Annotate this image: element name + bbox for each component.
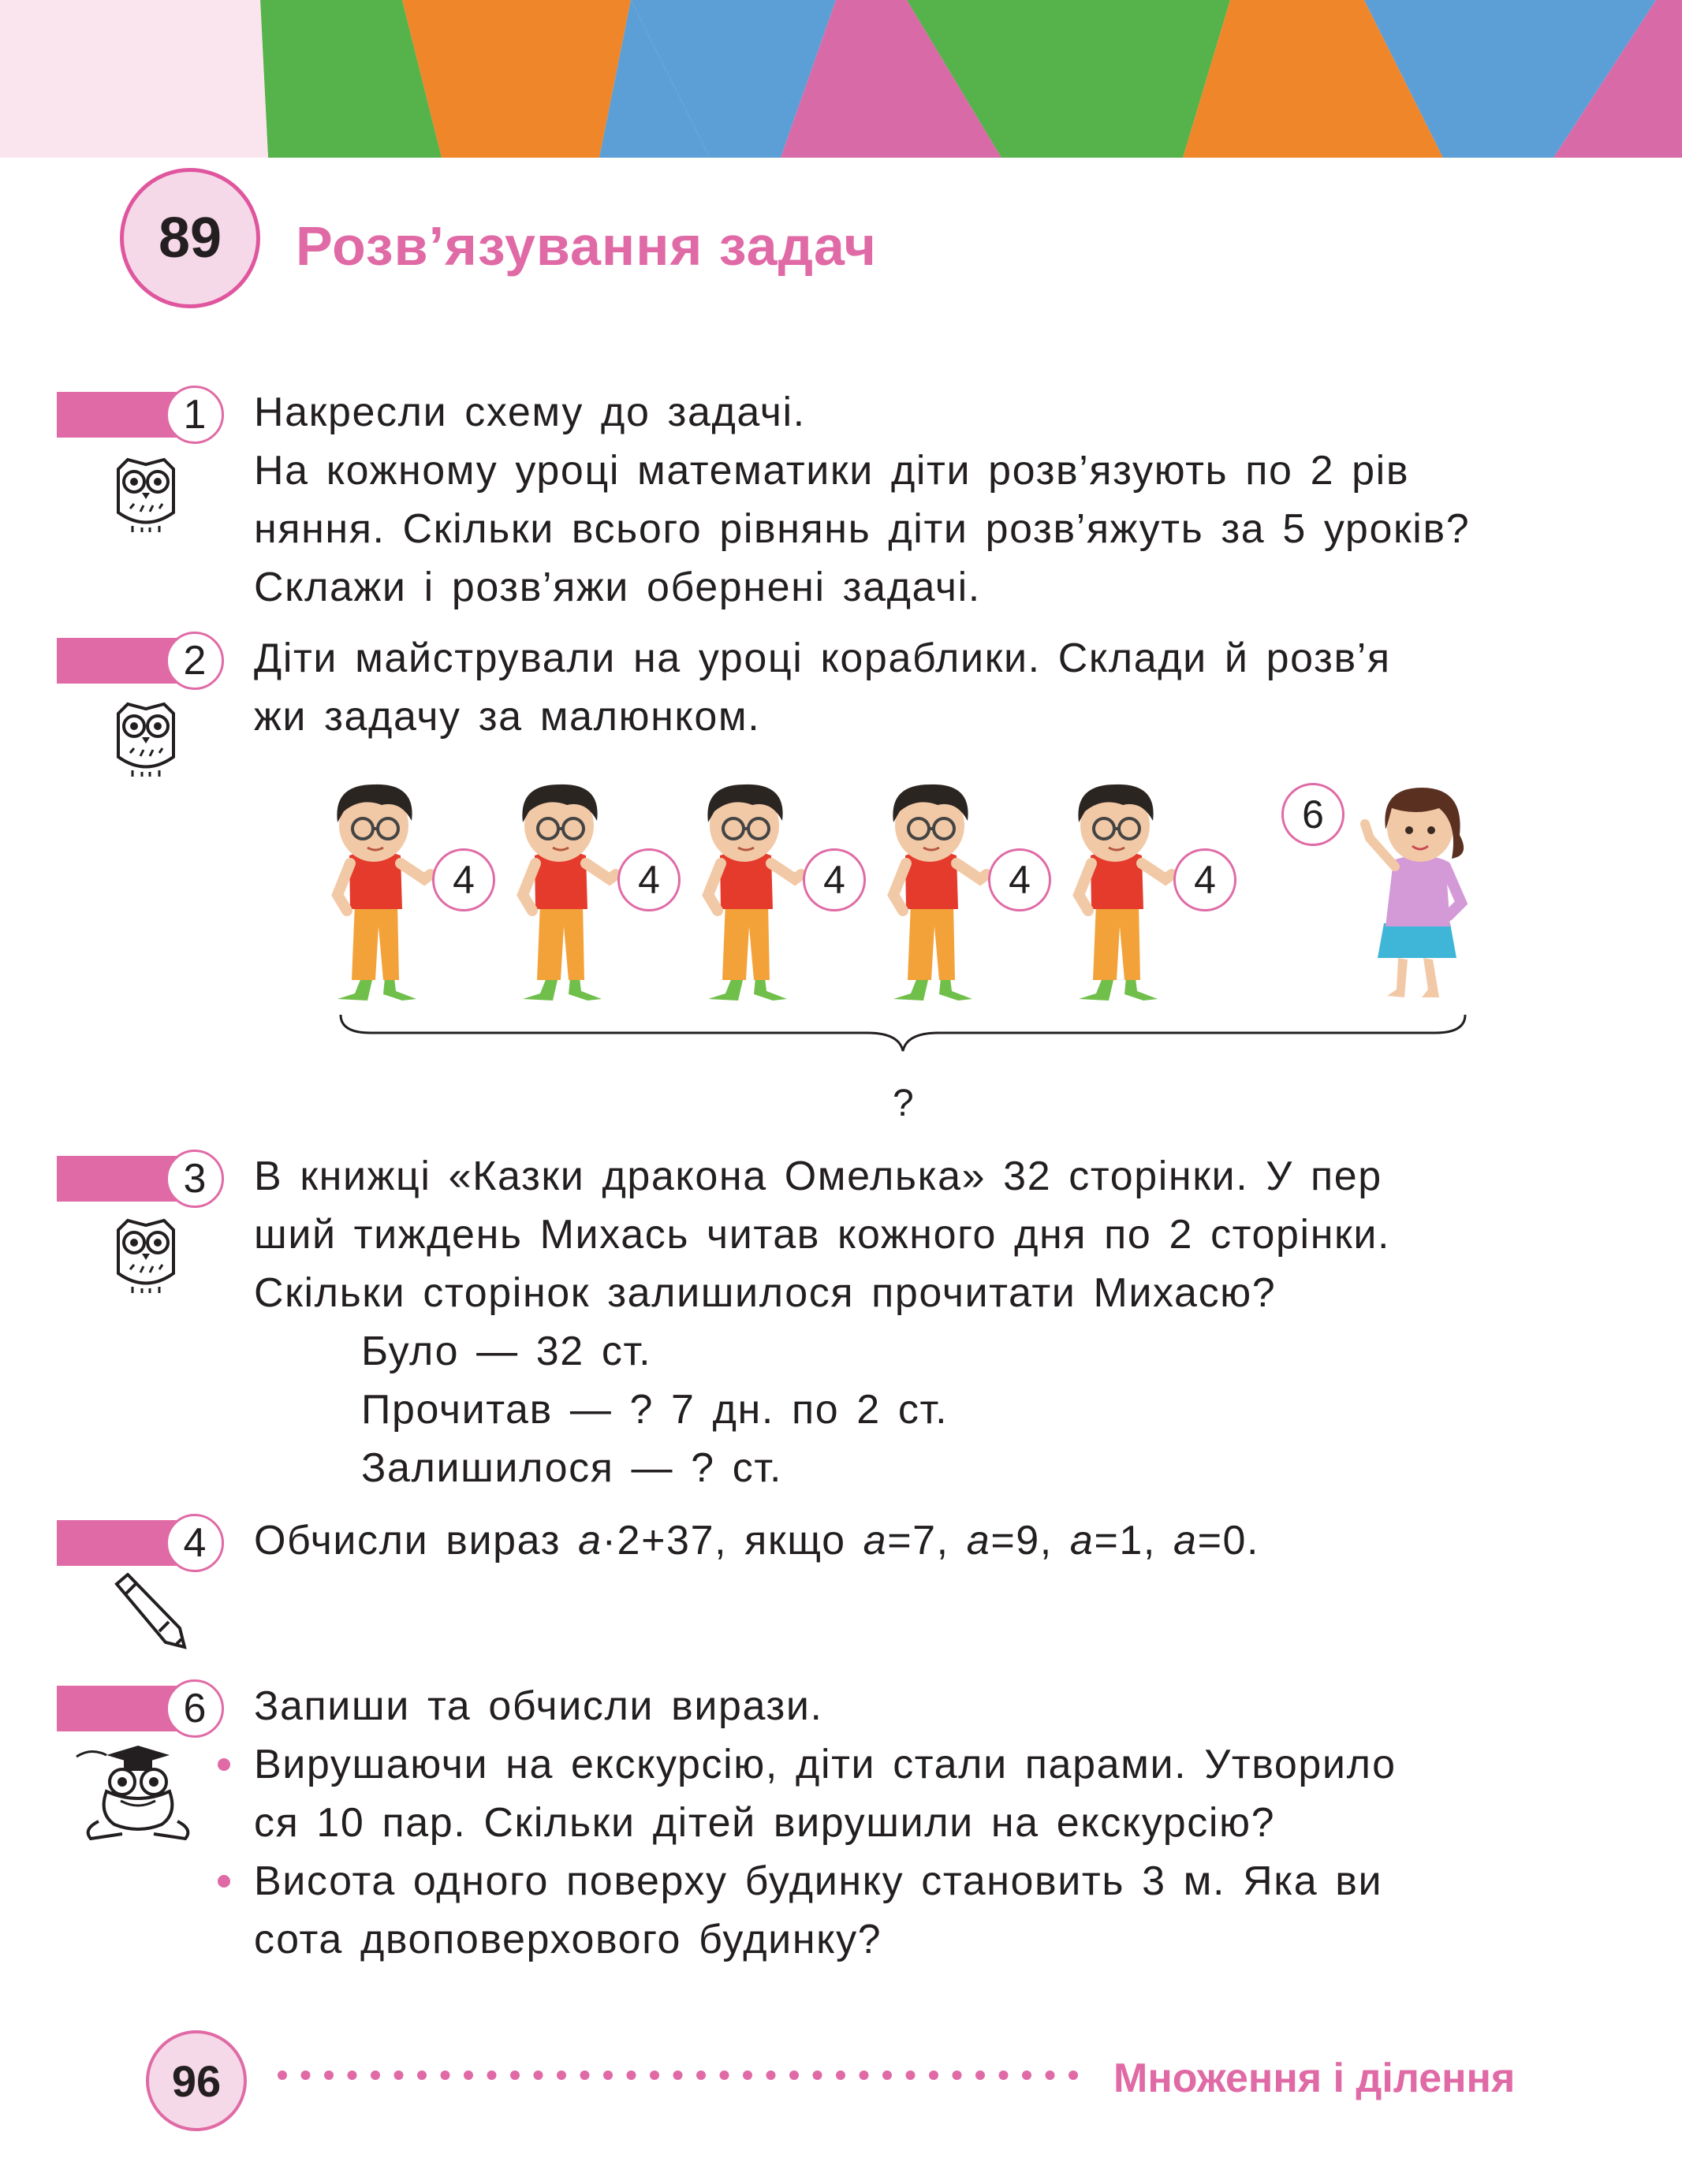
boats-count-bubble: 4 xyxy=(1173,848,1236,911)
girl-figure xyxy=(1352,777,1486,1009)
task6-intro: Запиши та обчисли вирази. xyxy=(254,1683,823,1729)
task1-line-2: На кожному уроці математики діти розв’язують по 2 рів xyxy=(254,448,1410,494)
task2-line-2: жи задачу за малюнком. xyxy=(254,694,761,740)
boy-figure xyxy=(862,777,996,1009)
owl-icon xyxy=(110,453,181,532)
boy-figure xyxy=(1047,777,1181,1009)
task-number-1: 1 xyxy=(166,386,224,444)
task1-line-3: няння. Скільки всього рівнянь діти розв’яжуть за 5 уроків? xyxy=(254,506,1471,552)
frog-icon xyxy=(75,1742,193,1845)
task1-line-4: Склажи і розв’яжи обернені задачі. xyxy=(254,565,981,610)
question-mark: ? xyxy=(893,1083,916,1124)
lesson-title: Розв’язування задач xyxy=(296,215,877,277)
task-number-4: 4 xyxy=(166,1514,224,1572)
task6-line-4: сота двоповерхового будинку? xyxy=(254,1917,882,1962)
task3-scheme-2: Прочитав — ? 7 дн. по 2 ст. xyxy=(361,1387,949,1433)
dotted-leader xyxy=(276,2067,1096,2083)
owl-icon xyxy=(110,698,181,777)
task3-line-1: В книжці «Казки дракона Омелька» 32 сторінки. У пер xyxy=(254,1153,1382,1199)
bullet xyxy=(218,1758,230,1771)
curly-brace xyxy=(339,1013,1467,1053)
lesson-number: 89 xyxy=(120,168,260,308)
boats-count-bubble: 6 xyxy=(1281,783,1344,846)
task-number-6: 6 xyxy=(166,1679,224,1738)
task3-scheme-3: Залишилося — ? ст. xyxy=(361,1445,783,1491)
task3-line-3: Скільки сторінок залишилося прочитати Михасю? xyxy=(254,1270,1277,1316)
task6-line-3: Висота одного поверху будинку становить 3 м. Яка ви xyxy=(254,1858,1383,1904)
boy-figure xyxy=(306,777,440,1009)
boats-count-bubble: 4 xyxy=(432,848,495,911)
task6-line-1: Вирушаючи на екскурсію, діти стали парами. Утворило xyxy=(254,1742,1397,1787)
boats-count-bubble: 4 xyxy=(803,848,866,911)
boy-figure xyxy=(677,777,811,1009)
task3-line-2: ший тиждень Михась читав кожного дня по 2 сторінки. xyxy=(254,1212,1391,1258)
boy-figure xyxy=(491,777,625,1009)
top-banner xyxy=(0,0,1682,158)
task2-line-1: Діти майстрували на уроці кораблики. Склади й розв’я xyxy=(254,635,1391,681)
section-title: Множення і ділення xyxy=(1113,2055,1516,2101)
task-number-3: 3 xyxy=(166,1150,224,1208)
page-number: 96 xyxy=(146,2030,247,2131)
bullet xyxy=(218,1875,230,1888)
task1-line-1: Накресли схему до задачі. xyxy=(254,389,806,435)
task-number-2: 2 xyxy=(166,632,224,690)
pencil-icon xyxy=(110,1573,189,1652)
task3-scheme-1: Було — 32 ст. xyxy=(361,1329,652,1374)
boats-count-bubble: 4 xyxy=(617,848,681,911)
task4-line: Обчисли вираз а·2+37, якщо а=7, а=9, а=1, а=0. xyxy=(254,1518,1260,1563)
task6-line-2: ся 10 пар. Скільки дітей вирушили на екскурсію? xyxy=(254,1800,1276,1846)
boats-count-bubble: 4 xyxy=(988,848,1051,911)
owl-icon xyxy=(110,1214,181,1293)
